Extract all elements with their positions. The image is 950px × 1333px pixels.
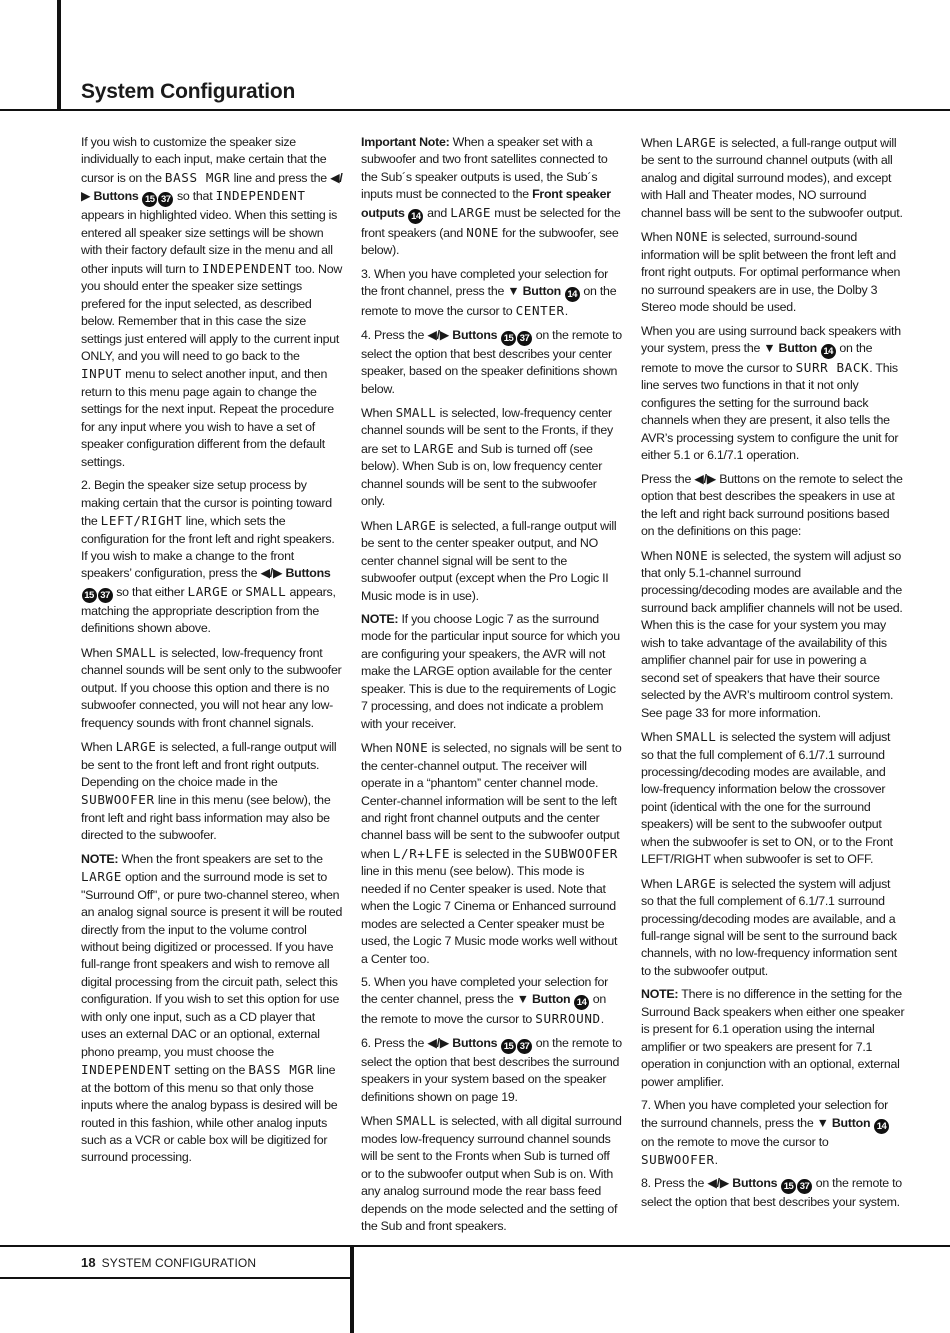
body-text: When — [641, 548, 676, 563]
body-text: 3. When you have completed your selection for the front channel, press the — [361, 266, 609, 299]
callout-number-badge: 37 — [517, 1039, 532, 1054]
footer-underline — [0, 1277, 354, 1279]
paragraph — [361, 517, 623, 605]
menu-item-text: LEFT/RIGHT — [100, 513, 183, 529]
callout-number-badge: 37 — [158, 192, 173, 207]
menu-item-text: BASS MGR — [248, 1062, 314, 1078]
callout-number-badge: 14 — [408, 209, 423, 224]
paragraph — [641, 1097, 905, 1169]
paragraph — [81, 134, 343, 471]
body-text: on the remote to move the cursor to — [641, 1134, 829, 1149]
page-title: System Configuration — [81, 80, 296, 103]
paragraph — [81, 738, 343, 845]
menu-item-text: LARGE — [115, 739, 157, 755]
callout-number-badge: 37 — [98, 588, 113, 603]
body-text: . This line serves two functions in that it not only configures the setting for the surround back channels when they are present, it also tells the AVR’s processing system to configure the unit for either 5.1 or 6.1/7.1 operation. — [641, 360, 899, 463]
callout-number-badge: 14 — [574, 995, 589, 1010]
body-text: is selected, with all digital surround modes low-frequency surround channel sounds will be sent to the Fronts when Sub is turned off or to the subwoofer output when Sub is on. With any analog surround mode the rear bass feed depends on the mode selected and the setting of the Sub and front speakers. — [361, 1114, 622, 1234]
paragraph — [361, 266, 623, 321]
body-text — [817, 341, 820, 355]
body-text: When you are using surround back speakers with your system, press the — [641, 323, 901, 355]
paragraph — [361, 134, 623, 260]
body-text: line and press the — [230, 170, 331, 185]
text-column-3 — [641, 134, 905, 1218]
menu-item-text: SMALL — [115, 644, 157, 660]
body-text: must be selected for the front speakers (and — [361, 205, 621, 240]
body-text: . — [714, 1153, 718, 1168]
callout-number-badge: 15 — [142, 192, 157, 207]
bold-text: Important Note: — [361, 135, 450, 149]
body-text: Press the — [641, 471, 695, 486]
menu-item-text: SURR BACK — [795, 359, 870, 375]
body-text: appears, matching the appropriate description from the definitions shown above. — [81, 584, 336, 636]
paragraph — [641, 1175, 905, 1211]
body-text: If you choose Logic 7 as the surround mode for the particular input source for which you are configuring your speakers, the AVR will not make the LARGE option available for the center speaker. This is due to the requirements of Logic 7 processing, and does not indicate a problem with your receiver. — [361, 611, 620, 731]
menu-item-text: SMALL — [245, 583, 287, 599]
page-footer — [81, 1255, 256, 1270]
body-text: and — [423, 205, 451, 220]
bold-text: ▼ Button — [516, 992, 571, 1007]
body-text: is selected, low-frequency front channel sounds will be sent only to the subwoofer output. If you choose this option and there is no subwoofer connected, you will not hear any low-frequency sounds with front channel signals. — [81, 645, 342, 730]
body-text — [570, 992, 573, 1006]
menu-item-text: LARGE — [395, 517, 437, 533]
paragraph — [361, 739, 623, 968]
menu-item-text: LARGE — [450, 204, 492, 220]
body-text: is selected, the system will adjust so that only 5.1-channel surround processing/decoding modes are available and the surround back amplifier channels will not be used. When this is the case for your system you may wish to take advantage of the availability of this amplifier channel pair for use in powering a second set of speakers that have their source selected by the AVR’s multiroom control system. See page 33 for more information. — [641, 548, 903, 720]
menu-item-text: LARGE — [413, 440, 455, 456]
bold-text: NOTE: — [81, 851, 119, 866]
body-text: 5. When you have completed your selection for the center channel, press the — [361, 975, 609, 1007]
callout-number-badge: 15 — [781, 1179, 796, 1194]
body-text: Buttons on the remote to select the option that best describes the speakers in use at the left and right back surround positions based on the definitions on this page: — [641, 471, 903, 539]
body-text: is selected the system will adjust so that the full complement of 6.1/7.1 surround processing/decoding modes are available, and low-frequency information below the crossover point (identical with the one for the surround speakers) will be sent to the subwoofer output when the subwoofer is set to ON, or to the Front LEFT/RIGHT when subwoofer is set to OFF. — [641, 730, 893, 867]
menu-item-text: CENTER — [515, 303, 565, 319]
footer-section-label: SYSTEM CONFIGURATION — [101, 1256, 257, 1270]
paragraph — [361, 1035, 623, 1106]
bold-text: ◀/▶ Buttons — [427, 1035, 498, 1050]
body-text: line in this menu (see below), the front left and right bass information may also be directed to the subwoofer. — [81, 793, 331, 843]
body-text: is selected, a full-range output will be sent to the surround channel outputs (with all analog and digital surround modes), and except with Hall and Theater modes, NO surround channel bass will be sent to the subwoofer output. — [641, 136, 903, 220]
paragraph — [641, 728, 905, 869]
menu-item-text: BASS MGR — [164, 169, 231, 185]
left-margin-rule — [57, 0, 61, 110]
body-text: When — [81, 740, 116, 755]
body-text: so that either — [113, 584, 188, 599]
footer-rule — [0, 1245, 950, 1247]
bold-text: Buttons — [93, 189, 139, 204]
header-rule — [0, 109, 950, 111]
body-text: on the remote to select the option that best describes your center speaker, based on the speaker definitions shown below. — [361, 327, 622, 396]
body-text: 8. Press the — [641, 1176, 708, 1191]
body-text: menu to select another input, and then return to this menu page again to change the settings for the next input. Repeat the procedure for any input where you wish to have a set of speaker configuration different from the default settings. — [81, 367, 334, 469]
body-text: When — [641, 230, 676, 245]
paragraph — [641, 875, 905, 981]
menu-item-text: LARGE — [81, 869, 122, 885]
body-text: When — [641, 136, 676, 150]
paragraph — [641, 471, 905, 541]
bold-text: Front speaker outputs — [361, 187, 611, 220]
body-text: too. Now you should enter the speaker size settings prefered for the input selected, as described below. Remember that in this case the size settings just entered will apply to the current input ONLY, and you will need to go back to the — [81, 261, 343, 363]
bold-text: ◀/▶ — [694, 471, 717, 486]
body-text: . — [600, 1012, 604, 1027]
body-text: is selected, no signals will be sent to the center-channel output. The receiver will operate in a “phantom” center channel mode. Center-channel information will be sent to the left and right front channel outputs and the center channel bass will be sent to the subwoofer output when — [361, 741, 622, 861]
body-text: line, which sets the configuration for the front left and right speakers. If you wish to make a change to the front speakers’ configuration, press the — [81, 514, 335, 581]
body-text — [497, 328, 500, 342]
body-text: 6. Press the — [361, 1035, 428, 1050]
callout-number-badge: 15 — [82, 588, 97, 603]
callout-number-badge: 37 — [797, 1179, 812, 1194]
menu-item-text: NONE — [675, 229, 709, 245]
text-column-2 — [361, 134, 623, 1241]
bold-text: ▼ Button — [507, 284, 561, 299]
body-text: is selected in the — [450, 846, 545, 861]
paragraph — [81, 644, 343, 732]
menu-item-text: SURROUND — [535, 1011, 601, 1027]
callout-number-badge: 37 — [517, 331, 532, 346]
body-text: setting on the — [171, 1063, 249, 1078]
body-text: on the remote to move the cursor to — [361, 992, 607, 1027]
body-text: 2. Begin the speaker size setup process by making certain that the cursor is pointing toward the — [81, 478, 332, 529]
body-text: 7. When you have completed your selection for the surround channels, press the — [641, 1098, 889, 1130]
body-text: When — [361, 405, 396, 420]
paragraph — [361, 611, 623, 733]
bold-text: NOTE: — [641, 987, 679, 1002]
body-text — [561, 284, 564, 298]
body-text: When — [361, 741, 396, 756]
body-text: is selected, low-frequency center channel sounds will be sent to the Fronts, if they are set to — [361, 405, 613, 456]
body-text: so that — [173, 189, 216, 204]
body-text: for the subwoofer, see below). — [361, 225, 619, 258]
menu-item-text: NONE — [466, 224, 499, 240]
menu-item-text: NONE — [395, 740, 429, 756]
paragraph — [361, 974, 623, 1029]
paragraph — [361, 1112, 623, 1235]
body-text: line at the bottom of this menu so that only those inputs where the analog bypass is desired will be routed in this fashion, while other analog inputs such as a VCR or cable box will be digitized for surround processing. — [81, 1063, 338, 1165]
body-text: When — [81, 645, 116, 660]
menu-item-text: SMALL — [395, 1113, 437, 1129]
body-text: option and the surround mode is set to "Surround Off", or pure two-channel stereo, when an analog signal source is present it will be routed directly from the input to the volume control without being digitized or processed. If you have full-range front speakers and wish to remove all digital processing from the circuit path, select this configuration. If you wish to set this option for use with only one input, such as a CD player that uses an external DAC or an optional, external phono preamp, you must choose the — [81, 870, 343, 1059]
body-text: If you wish to customize the speaker size individually to each input, make certain that the cursor is on the — [81, 135, 327, 185]
body-text: is selected, a full-range output will be sent to the center speaker output, and NO center channel signal will be sent to the subwoofer output (except when the Pro Logic II Music mode is in use). — [361, 518, 617, 603]
bold-text: ◀/▶ — [81, 170, 343, 204]
menu-item-text: SUBWOOFER — [544, 845, 618, 861]
bold-text: ▼ Button — [763, 340, 817, 355]
body-text: appears in highlighted video. When this setting is entered all speaker size settings will be shown with their factory default size in the menu and all other inputs will turn to — [81, 208, 338, 276]
paragraph — [641, 228, 905, 316]
callout-number-badge: 15 — [501, 1039, 516, 1054]
menu-item-text: L/R+LFE — [392, 845, 451, 861]
body-text: on the remote to move the cursor to — [641, 340, 873, 375]
bold-text: ◀/▶ — [260, 566, 283, 581]
paragraph — [641, 986, 905, 1091]
body-text: is selected the system will adjust so that the full complement of 6.1/7.1 surround processing/decoding modes are available, and a full-range signal will be sent to the surround back channels, with no low-frequency information sent to the subwoofer output. — [641, 876, 897, 978]
menu-item-text: INDEPENDENT — [201, 260, 292, 276]
callout-number-badge: 14 — [821, 344, 836, 359]
menu-item-text: NONE — [675, 547, 709, 563]
body-text: When the front speakers are set to the — [118, 851, 323, 866]
body-text: . — [564, 304, 568, 319]
bold-text: Buttons — [285, 566, 331, 581]
menu-item-text: LARGE — [675, 135, 717, 150]
body-text — [497, 1036, 500, 1050]
paragraph — [361, 327, 623, 398]
paragraph — [81, 851, 343, 1167]
page-number: 18 — [81, 1255, 96, 1270]
body-text — [777, 1176, 780, 1190]
paragraph — [641, 134, 905, 222]
menu-item-text: INPUT — [81, 366, 122, 382]
menu-item-text: INDEPENDENT — [215, 188, 306, 204]
bold-text: NOTE: — [361, 611, 399, 626]
body-text: line in this menu (see below). This mode is needed if no Center speaker is used. Note that when the Logic 7 Cinema or Enhanced surround modes are selected a Center speaker must be used, the Logic 7 Music mode works well without a Center too. — [361, 864, 618, 966]
menu-item-text: LARGE — [187, 583, 229, 599]
callout-number-badge: 14 — [874, 1119, 889, 1134]
body-text: When — [361, 1114, 396, 1129]
body-text: or — [228, 584, 246, 599]
callout-number-badge: 15 — [501, 331, 516, 346]
body-text: on the remote to select the option that best describes your system. — [641, 1176, 902, 1210]
bold-text: ◀/▶ Buttons — [707, 1176, 778, 1191]
footer-divider — [350, 1246, 354, 1333]
body-text: on the remote to move the cursor to — [361, 284, 617, 319]
body-text: When a speaker set with a subwoofer and two front satellites connected to the Sub´s speaker outputs is used, the Sub´s inputs must be connected to the — [361, 135, 608, 202]
body-text: There is no difference in the setting for the Surround Back speakers when either one speaker is present for 6.1 operation using the internal amplifier or two speakers are present for 7.1 operation in conjunction with an optional, external power amplifier. — [641, 987, 905, 1089]
body-text: When — [361, 518, 396, 533]
menu-item-text: SMALL — [395, 404, 437, 420]
text-column-1 — [81, 134, 343, 1173]
paragraph — [361, 404, 623, 511]
bold-text: ▼ Button — [816, 1115, 871, 1130]
body-text: is selected, surround-sound information will be split between the front left and front right outputs. For optimal performance when no surround speakers are in use, the Dolby 3 Stereo mode should be used. — [641, 230, 901, 315]
menu-item-text: INDEPENDENT — [81, 1062, 172, 1078]
paragraph — [641, 323, 905, 465]
menu-item-text: SMALL — [675, 729, 717, 745]
body-text: on the remote to select the option that best describes the surround speakers in your system based on the speaker definitions shown on page 19. — [361, 1035, 622, 1104]
body-text: When — [641, 876, 676, 891]
body-text: is selected, a full-range output will be sent to the front left and front right outputs. Depending on the choice made in the — [81, 740, 337, 789]
bold-text: ◀/▶ Buttons — [427, 327, 498, 342]
paragraph — [641, 547, 905, 723]
body-text: and Sub is turned off (see below). When Sub is on, low frequency center channel sounds will be sent to the subwoofer only. — [361, 441, 603, 509]
body-text: 4. Press the — [361, 327, 428, 342]
callout-number-badge: 14 — [565, 287, 580, 302]
menu-item-text: SUBWOOFER — [641, 1152, 715, 1168]
menu-item-text: LARGE — [675, 875, 717, 891]
menu-item-text: SUBWOOFER — [81, 792, 155, 808]
body-text: When — [641, 730, 676, 745]
paragraph — [81, 477, 343, 638]
body-text — [870, 1116, 873, 1130]
